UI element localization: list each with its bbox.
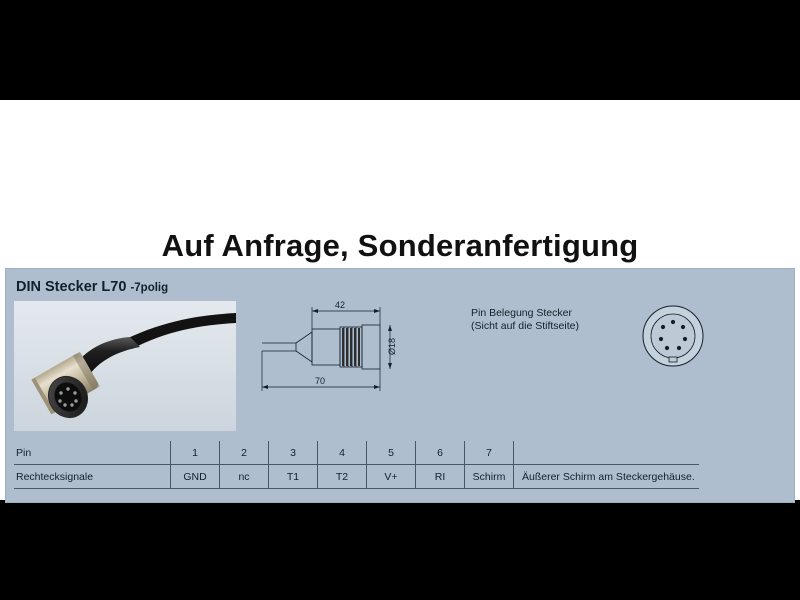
pin-table-element xyxy=(14,441,699,489)
content-band xyxy=(0,100,800,500)
table-note: Äußerer Schirm am Steckergehäuse. xyxy=(514,465,699,489)
pin-layout-svg xyxy=(636,299,710,373)
pin-table xyxy=(14,441,784,489)
signal-pin-3: T1 xyxy=(269,465,318,489)
signal-pin-6: RI xyxy=(416,465,465,489)
panel-title-sub: -7polig xyxy=(130,282,169,294)
pin-number-5: 5 xyxy=(367,441,416,465)
table-note-spacer xyxy=(514,441,699,465)
pin-layout-diagram xyxy=(636,299,710,378)
signal-pin-4: T2 xyxy=(318,465,367,489)
signal-pin-2: nc xyxy=(220,465,269,489)
table-row-signals xyxy=(14,465,699,489)
table-row-pin-numbers xyxy=(14,441,699,465)
datasheet-panel xyxy=(5,268,795,503)
dim-top-value: 42 xyxy=(334,300,346,310)
pin-number-2: 2 xyxy=(220,441,269,465)
dim-bottom-value: 70 xyxy=(314,376,326,386)
pin-number-6: 6 xyxy=(416,441,465,465)
connector-photo-svg xyxy=(14,301,236,431)
pin-assignment-view xyxy=(471,307,781,407)
table-rowlabel-signals: Rechtecksignale xyxy=(14,465,171,489)
connector-photo xyxy=(14,301,236,431)
dim-diameter-value: Ø18 xyxy=(387,337,397,355)
pin-number-7: 7 xyxy=(465,441,514,465)
signal-pin-5: V+ xyxy=(367,465,416,489)
pin-assignment-caption-line2: (Sicht auf die Stiftseite) xyxy=(471,320,579,332)
page-title: Auf Anfrage, Sonderanfertigung xyxy=(161,228,639,263)
pin-assignment-caption xyxy=(471,307,579,333)
pin-number-1: 1 xyxy=(171,441,220,465)
pin-assignment-caption-line1: Pin Belegung Stecker xyxy=(471,307,572,319)
signal-pin-1: GND xyxy=(171,465,220,489)
dimension-drawing-svg xyxy=(254,299,454,409)
table-rowlabel-pin: Pin xyxy=(14,441,171,465)
panel-title-main: DIN Stecker L70 xyxy=(16,279,127,295)
pin-number-3: 3 xyxy=(269,441,318,465)
signal-pin-7: Schirm xyxy=(465,465,514,489)
pin-number-4: 4 xyxy=(318,441,367,465)
dimension-drawing xyxy=(254,299,454,409)
panel-title xyxy=(16,279,168,295)
